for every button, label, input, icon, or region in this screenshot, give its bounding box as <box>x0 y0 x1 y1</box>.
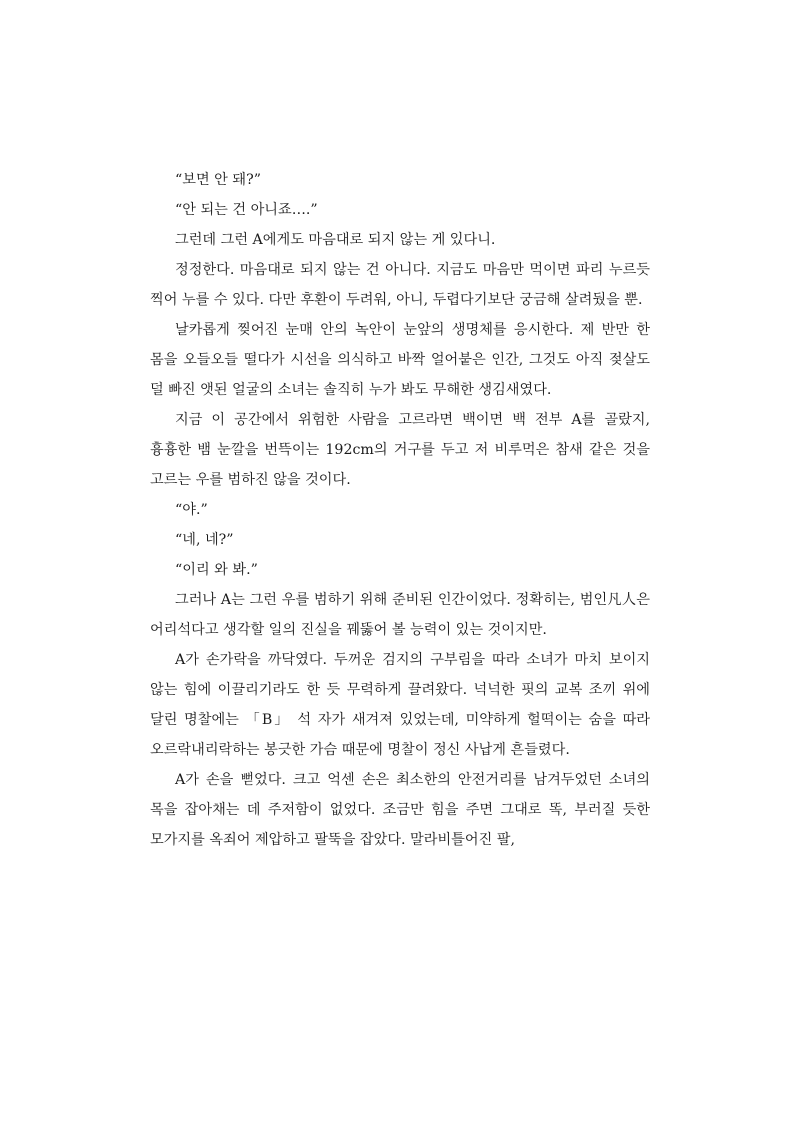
dialogue-line: “네, 네?” <box>175 532 234 548</box>
narration-paragraph: A가 손을 뻗었다. 크고 억센 손은 최소한의 안전거리를 남겨두었던 소녀의 목을 잡아채는 데 주저함이 없었다. 조금만 힘을 주면 그대로 똑, 부러질 듯한 모가지를 옥죄어 제압하고 팔뚝을 잡았다. 말라비틀어진 팔, <box>150 772 650 848</box>
narration-paragraph: A가 손가락을 까닥였다. 두꺼운 검지의 구부림을 따라 소녀가 마치 보이지 않는 힘에 이끌리기라도 한 듯 무력하게 끌려왔다. 넉넉한 핏의 교복 조끼 위에 달린 명찰에는 「B」 석 자가 새겨져 있었는데, 미약하게 헐떡이는 숨을 따라 오르락내리락하는 봉긋한 가슴 때문에 명찰이 정신 사납게 흔들렸다. <box>150 652 650 758</box>
novel-text-body <box>150 165 650 855</box>
narration-paragraph: 그러나 A는 그런 우를 범하기 위해 준비된 인간이었다. 정확히는, 범인凡人은 어리석다고 생각할 일의 진실을 꿰뚫어 볼 능력이 있는 것이지만. <box>150 592 650 638</box>
dialogue-line: “보면 안 돼?” <box>175 172 261 188</box>
dialogue-line: “안 되는 건 아니죠….” <box>175 202 318 218</box>
dialogue-line: “이리 와 봐.” <box>175 562 258 578</box>
narration-paragraph: 정정한다. 마음대로 되지 않는 건 아니다. 지금도 마음만 먹이면 파리 누르듯 찍어 누를 수 있다. 다만 후환이 두려워, 아니, 두렵다기보단 궁금해 살려뒀을 뿐. <box>150 262 650 308</box>
dialogue-line: “야.” <box>175 502 208 518</box>
narration-paragraph: 지금 이 공간에서 위험한 사람을 고르라면 백이면 백 전부 A를 골랐지, 흉흉한 뱀 눈깔을 번뜩이는 192cm의 거구를 두고 저 비루먹은 참새 같은 것을 고르는 우를 범하진 않을 것이다. <box>150 412 650 488</box>
narration-paragraph: 그런데 그런 A에게도 마음대로 되지 않는 게 있다니. <box>175 232 496 248</box>
narration-paragraph: 날카롭게 찢어진 눈매 안의 녹안이 눈앞의 생명체를 응시한다. 제 반만 한 몸을 오들오들 떨다가 시선을 의식하고 바짝 얼어붙은 인간, 그것도 아직 젖살도 덜 빠진 앳된 얼굴의 소녀는 솔직히 누가 봐도 무해한 생김새였다. <box>150 322 650 398</box>
